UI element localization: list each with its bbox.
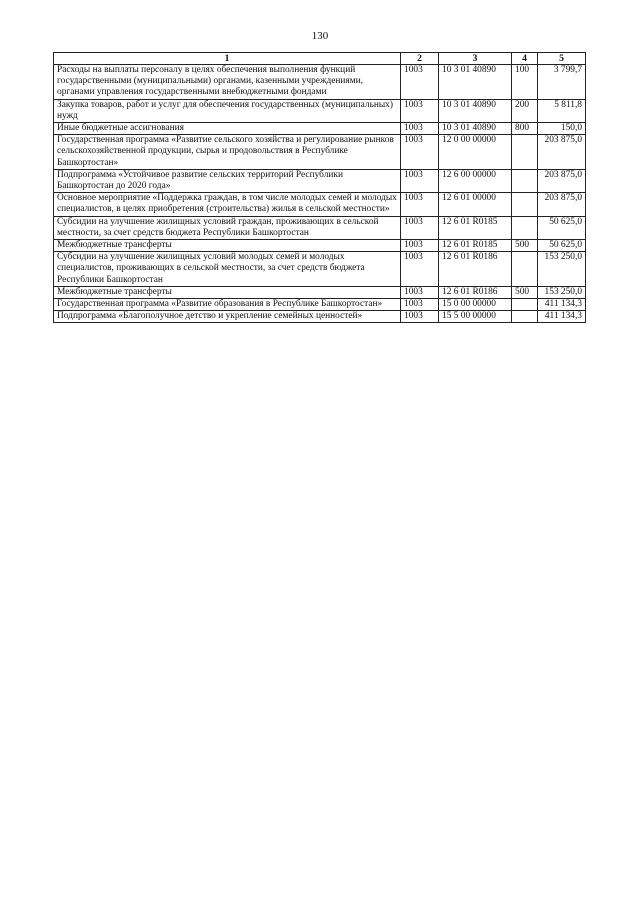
- row-amount: 203 875,0: [538, 135, 586, 170]
- row-amount: 50 625,0: [538, 240, 586, 252]
- table-row: [54, 252, 586, 287]
- budget-table: [53, 52, 586, 323]
- row-amount: 203 875,0: [538, 193, 586, 216]
- row-section: 1003: [401, 99, 439, 122]
- table-row: [54, 135, 586, 170]
- row-expense-type: [512, 169, 538, 192]
- row-code: 10 3 01 40890: [439, 99, 512, 122]
- table-row: [54, 193, 586, 216]
- row-section: 1003: [401, 65, 439, 100]
- row-name: Подпрограмма «Устойчивое развитие сельских территорий Республики Башкортостан до 2020 года»: [54, 169, 401, 192]
- row-code: 15 5 00 00000: [439, 311, 512, 323]
- column-header-2: 2: [401, 53, 439, 65]
- row-amount: 411 134,3: [538, 311, 586, 323]
- row-code: 10 3 01 40890: [439, 65, 512, 100]
- row-code: 12 6 01 R0186: [439, 252, 512, 287]
- row-name: Иные бюджетные ассигнования: [54, 123, 401, 135]
- row-code: 15 0 00 00000: [439, 299, 512, 311]
- row-amount: 203 875,0: [538, 169, 586, 192]
- row-amount: 50 625,0: [538, 216, 586, 239]
- row-code: 12 6 01 R0185: [439, 240, 512, 252]
- row-section: 1003: [401, 169, 439, 192]
- column-header-3: 3: [439, 53, 512, 65]
- row-section: 1003: [401, 193, 439, 216]
- column-header-4: 4: [512, 53, 538, 65]
- row-expense-type: 200: [512, 99, 538, 122]
- row-expense-type: [512, 135, 538, 170]
- row-section: 1003: [401, 123, 439, 135]
- row-code: 12 6 01 00000: [439, 193, 512, 216]
- row-code: 12 6 00 00000: [439, 169, 512, 192]
- row-expense-type: [512, 299, 538, 311]
- column-header-1: 1: [54, 53, 401, 65]
- table-row: [54, 311, 586, 323]
- table-row: [54, 169, 586, 192]
- row-section: 1003: [401, 311, 439, 323]
- row-name: Подпрограмма «Благополучное детство и укрепление семейных ценностей»: [54, 311, 401, 323]
- table-row: [54, 240, 586, 252]
- column-header-5: 5: [538, 53, 586, 65]
- row-expense-type: 500: [512, 240, 538, 252]
- row-name: Расходы на выплаты персоналу в целях обеспечения выполнения функций государственными (муниципальными) органами, казенными учреждениями, органами управления государственными внебюджетными фондами: [54, 65, 401, 100]
- row-code: 12 0 00 00000: [439, 135, 512, 170]
- table-row: [54, 65, 586, 100]
- row-expense-type: 800: [512, 123, 538, 135]
- row-section: 1003: [401, 286, 439, 298]
- row-section: 1003: [401, 240, 439, 252]
- table-row: [54, 299, 586, 311]
- table-row: [54, 99, 586, 122]
- row-name: Основное мероприятие «Поддержка граждан, в том числе молодых семей и молодых специалистов, в целях приобретения (строительства) жилья в сельской местности»: [54, 193, 401, 216]
- table-row: [54, 286, 586, 298]
- row-expense-type: [512, 193, 538, 216]
- row-name: Государственная программа «Развитие сельского хозяйства и регулирование рынков сельскохозяйственной продукции, сырья и продовольствия в Республике Башкортостан»: [54, 135, 401, 170]
- row-expense-type: [512, 311, 538, 323]
- row-amount: 5 811,8: [538, 99, 586, 122]
- row-amount: 411 134,3: [538, 299, 586, 311]
- row-section: 1003: [401, 252, 439, 287]
- row-section: 1003: [401, 299, 439, 311]
- row-expense-type: 100: [512, 65, 538, 100]
- row-section: 1003: [401, 216, 439, 239]
- row-expense-type: 500: [512, 286, 538, 298]
- row-name: Межбюджетные трансферты: [54, 286, 401, 298]
- table-row: [54, 216, 586, 239]
- row-amount: 150,0: [538, 123, 586, 135]
- row-code: 10 3 01 40890: [439, 123, 512, 135]
- row-name: Закупка товаров, работ и услуг для обеспечения государственных (муниципальных) нужд: [54, 99, 401, 122]
- row-code: 12 6 01 R0185: [439, 216, 512, 239]
- page-number: 130: [311, 30, 329, 42]
- row-code: 12 6 01 R0186: [439, 286, 512, 298]
- row-amount: 3 799,7: [538, 65, 586, 100]
- table-row: [54, 123, 586, 135]
- row-name: Государственная программа «Развитие образования в Республике Башкортостан»: [54, 299, 401, 311]
- row-name: Межбюджетные трансферты: [54, 240, 401, 252]
- row-name: Субсидии на улучшение жилищных условий граждан, проживающих в сельской местности, за счет средств бюджета Республики Башкортостан: [54, 216, 401, 239]
- row-amount: 153 250,0: [538, 286, 586, 298]
- row-name: Субсидии на улучшение жилищных условий молодых семей и молодых специалистов, проживающих в сельской местности, за счет средств бюджета Республики Башкортостан: [54, 252, 401, 287]
- row-section: 1003: [401, 135, 439, 170]
- row-expense-type: [512, 216, 538, 239]
- row-amount: 153 250,0: [538, 252, 586, 287]
- header-row: [54, 53, 586, 65]
- row-expense-type: [512, 252, 538, 287]
